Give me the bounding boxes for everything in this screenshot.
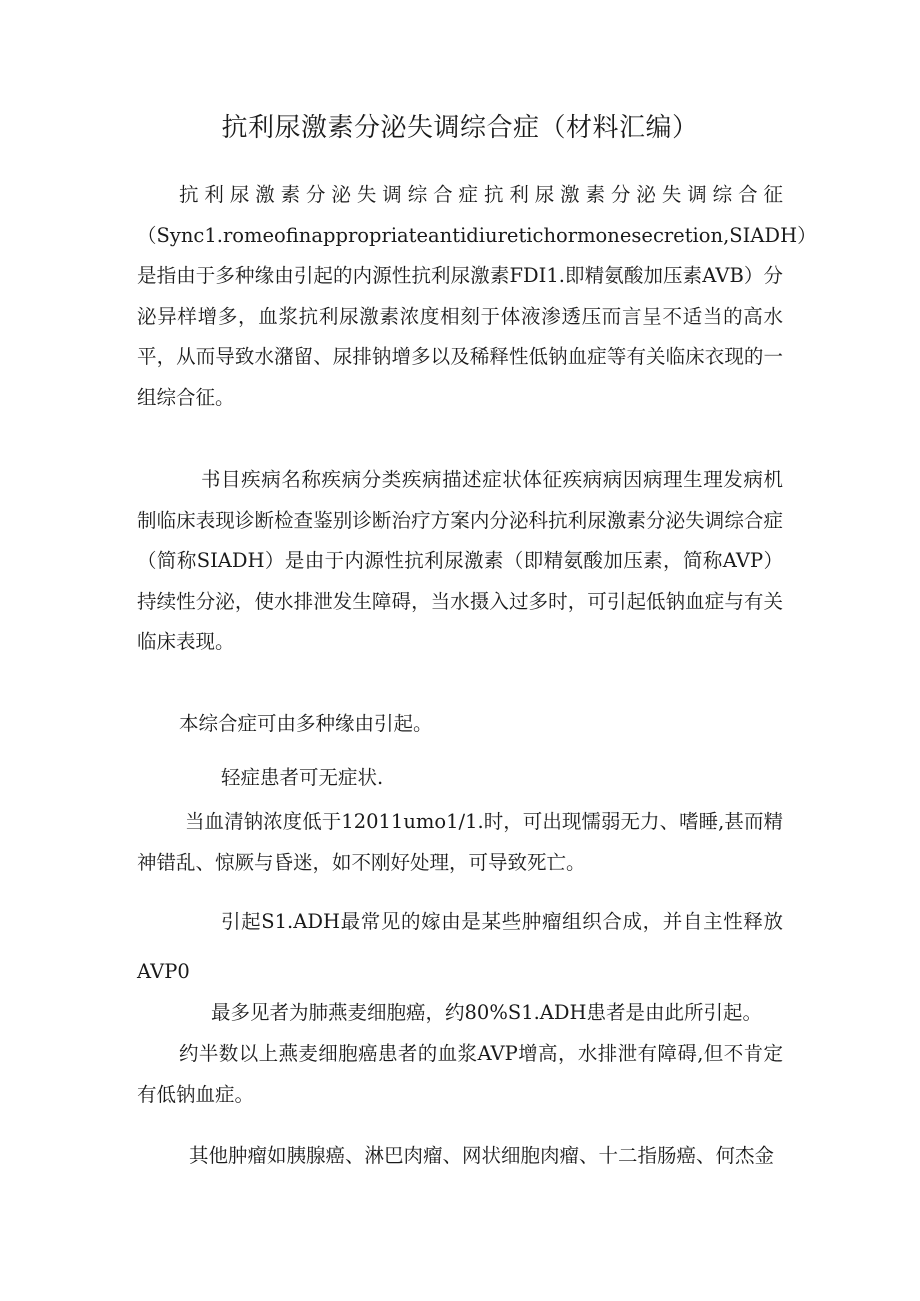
paragraph-mild-cases: 轻症患者可无症状. bbox=[221, 766, 384, 789]
paragraph-other-tumors: 其他肿瘤如胰腺癌、淋巴肉瘤、网状细胞肉瘤、十二指肠癌、何杰金 bbox=[189, 1144, 775, 1167]
paragraph-definition: 抗利尿激素分泌失调综合症抗利尿激素分泌失调综合征（Sync1.romeofinappropriateantidiuretichormonesecretion,SIADH）是指由于多种缘由引起的内源性抗利尿激素FDI1.即精氨酸加压素AVB）分泌异样增多，血浆抗利尿激素浓度相刻于体液渗透压而言呈不适当的高水平，从而导致水潴留、尿排钠增多以及稀释性低钠血症等有关临床衣现的一组综合征。 bbox=[137, 183, 817, 409]
paragraph-overview: 书目疾病名称疾病分类疾病描述症状体征疾病病因病理生理发病机制临床表现诊断检查鉴别诊断治疗方案内分泌科抗利尿激素分泌失调综合症（简称SIADH）是由于内源性抗利尿激素（即精氨酸加压素，简称AVP）持续性分泌，使水排泄发生障碍，当水摄入过多时，可引起低钠血症与有关临床表现。 bbox=[137, 468, 783, 653]
paragraph-severe-symptoms: 当血清钠浓度低于12011umo1∕1.时，可出现懦弱无力、嗜睡,甚而精神错乱、惊厥与昏迷，如不刚好处理，可导致死亡。 bbox=[137, 810, 783, 874]
paragraph-causes: 本综合症可由多种缘由引起。 bbox=[179, 712, 433, 735]
paragraph-tumor-cause: 引起S1.ADH最常见的嫁由是某些肿瘤组织合成，并自主性释放AVP0 bbox=[137, 910, 783, 983]
document-title: 抗利尿激素分泌失调综合症（材料汇编） bbox=[221, 113, 699, 143]
paragraph-avp-elevation: 约半数以上燕麦细胞癌患者的血浆AVP增高，水排泄有障碍,但不肯定有低钠血症。 bbox=[137, 1042, 783, 1106]
paragraph-lung-cancer: 最多见者为肺燕麦细胞癌，约80%S1.ADH患者是由此所引起。 bbox=[211, 1001, 763, 1024]
